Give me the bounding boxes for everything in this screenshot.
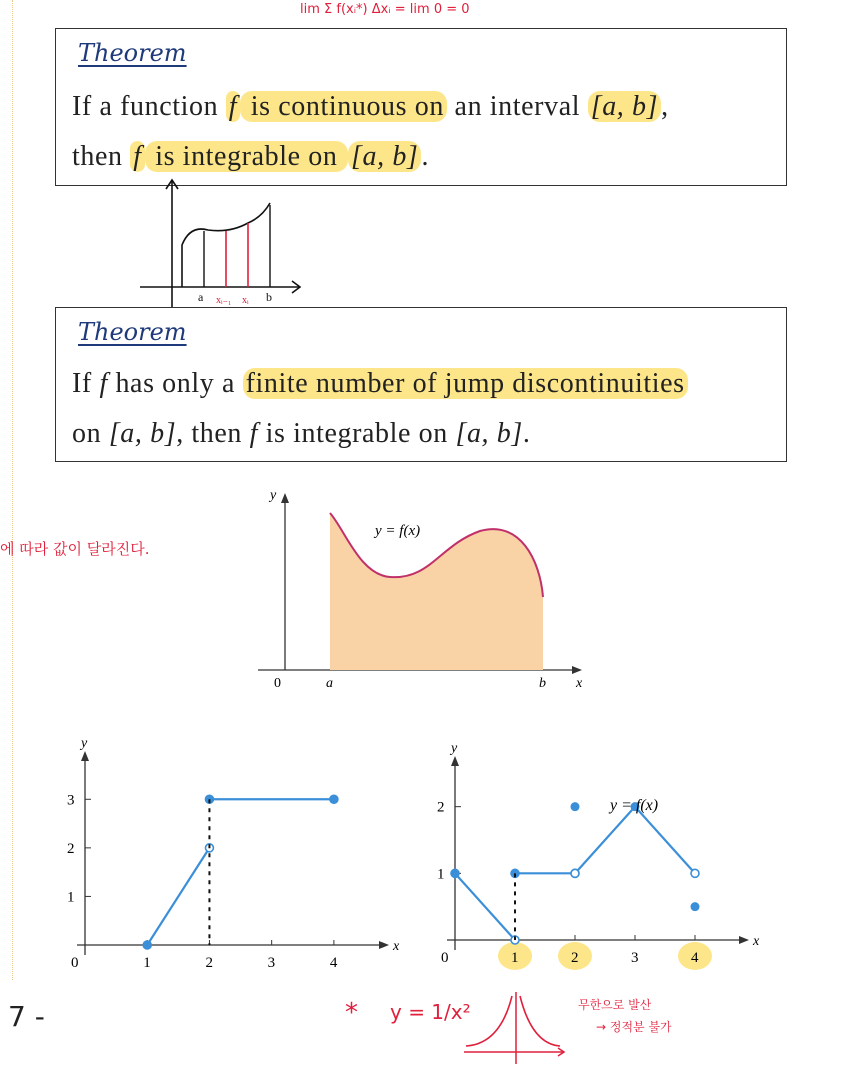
- x-tick-label-1: 1: [511, 950, 519, 966]
- handwritten-diverge-note: 무한으로 발산: [578, 998, 652, 1012]
- y-tick-label-2: 2: [67, 840, 75, 857]
- y-tick-label-2: 2: [437, 799, 445, 816]
- text: ,: [661, 91, 669, 122]
- text: is integrable on: [258, 418, 456, 449]
- interval-ab: [a, b]: [348, 141, 421, 172]
- data-point: [571, 803, 579, 811]
- function-f: f: [226, 91, 240, 122]
- series-segment-2: [575, 807, 695, 874]
- y-axis-arrow: [451, 756, 459, 766]
- closed-point: [143, 941, 151, 949]
- closed-point: [330, 795, 338, 803]
- text: .: [522, 418, 531, 449]
- x-axis-arrow: [379, 941, 389, 949]
- open-point: [691, 869, 699, 877]
- x-axis-label: x: [393, 939, 400, 954]
- handwritten-left-note: 에 따라 값이 달라진다.: [0, 540, 150, 558]
- closed-point: [451, 869, 459, 877]
- theorem-1-box: [55, 28, 787, 186]
- series-segment-0: [147, 848, 209, 945]
- handwritten-formula: lim Σ f(xᵢ*) Δxᵢ = lim 0 = 0: [300, 2, 470, 17]
- x-tick-label-2: 2: [205, 955, 213, 971]
- text: If a function: [72, 91, 226, 122]
- sketch-label-a: a: [198, 290, 204, 304]
- reciprocal-sketch: [460, 990, 570, 1066]
- x-tick-label-1: 1: [143, 955, 151, 971]
- area-a: a: [326, 676, 333, 691]
- sketch-label-xi: xᵢ: [242, 295, 249, 306]
- riemann-sketch: [130, 175, 320, 315]
- handwritten-equation: y = 1/x²: [390, 1000, 471, 1024]
- handwritten-not-integrable: → 정적분 불가: [596, 1020, 672, 1034]
- page-number: 7 -: [8, 1000, 45, 1033]
- x-tick-label-4: 4: [691, 950, 699, 966]
- area-ylabel: y: [270, 488, 277, 503]
- open-point: [571, 869, 579, 877]
- y-axis-label: y: [451, 741, 458, 756]
- text: , then: [176, 418, 250, 449]
- series-segment-0: [455, 873, 515, 940]
- text: then: [72, 141, 131, 172]
- highlight-integrable: is integrable on: [145, 141, 348, 172]
- theorem-2-title: Theorem: [78, 318, 187, 346]
- curve-label: y = f(x): [610, 797, 659, 814]
- x-tick-label-0: 0: [441, 950, 449, 966]
- function-f: f: [130, 141, 144, 172]
- area-origin: 0: [274, 676, 281, 691]
- text: If: [72, 368, 100, 399]
- sketch-label-xi-1: xᵢ₋₁: [216, 295, 232, 306]
- x-tick-label-0: 0: [71, 955, 79, 971]
- theorem-2-line-2: [72, 418, 530, 450]
- theorem-1-title: Theorem: [78, 39, 187, 67]
- x-tick-label-3: 3: [631, 950, 639, 966]
- y-axis-arrow: [81, 751, 89, 761]
- x-axis-label: x: [753, 934, 760, 949]
- theorem-1-line-2: [72, 141, 429, 173]
- function-f: f: [99, 368, 108, 399]
- x-axis-arrow: [739, 936, 749, 944]
- text: on: [72, 418, 109, 449]
- y-tick-label-1: 1: [437, 866, 445, 883]
- piecewise-chart-right: [420, 730, 770, 975]
- area-b: b: [539, 676, 546, 691]
- sketch-label-b: b: [266, 290, 272, 304]
- y-tick-label-3: 3: [67, 792, 75, 809]
- area-fill: [330, 513, 543, 670]
- step-chart-left: [40, 725, 400, 975]
- highlight-continuous: is continuous on: [240, 91, 447, 122]
- interval-ab: [a, b]: [588, 91, 661, 122]
- interval-ab: [a, b]: [455, 418, 523, 449]
- theorem-2-line-1: [72, 368, 688, 400]
- x-tick-label-3: 3: [267, 955, 276, 971]
- text: has only a: [107, 368, 243, 399]
- area-xlabel: x: [576, 676, 583, 691]
- theorem-1-line-1: [72, 91, 669, 123]
- data-point: [691, 903, 699, 911]
- margin-guide: [12, 0, 13, 980]
- area-figure: [250, 485, 590, 710]
- x-tick-label-4: 4: [329, 955, 338, 971]
- text: an interval: [446, 91, 588, 122]
- x-tick-label-2: 2: [571, 950, 579, 966]
- area-curve-label: y = f(x): [375, 523, 421, 539]
- y-tick-label-1: 1: [67, 889, 75, 906]
- y-axis-label: y: [81, 736, 88, 751]
- handwritten-star: *: [345, 998, 358, 1028]
- text: .: [421, 141, 430, 172]
- theorem-2-box: [55, 307, 787, 462]
- highlight-jump: finite number of jump discontinuities: [243, 368, 688, 399]
- function-f: f: [249, 418, 259, 449]
- interval-ab: [a, b]: [108, 418, 177, 449]
